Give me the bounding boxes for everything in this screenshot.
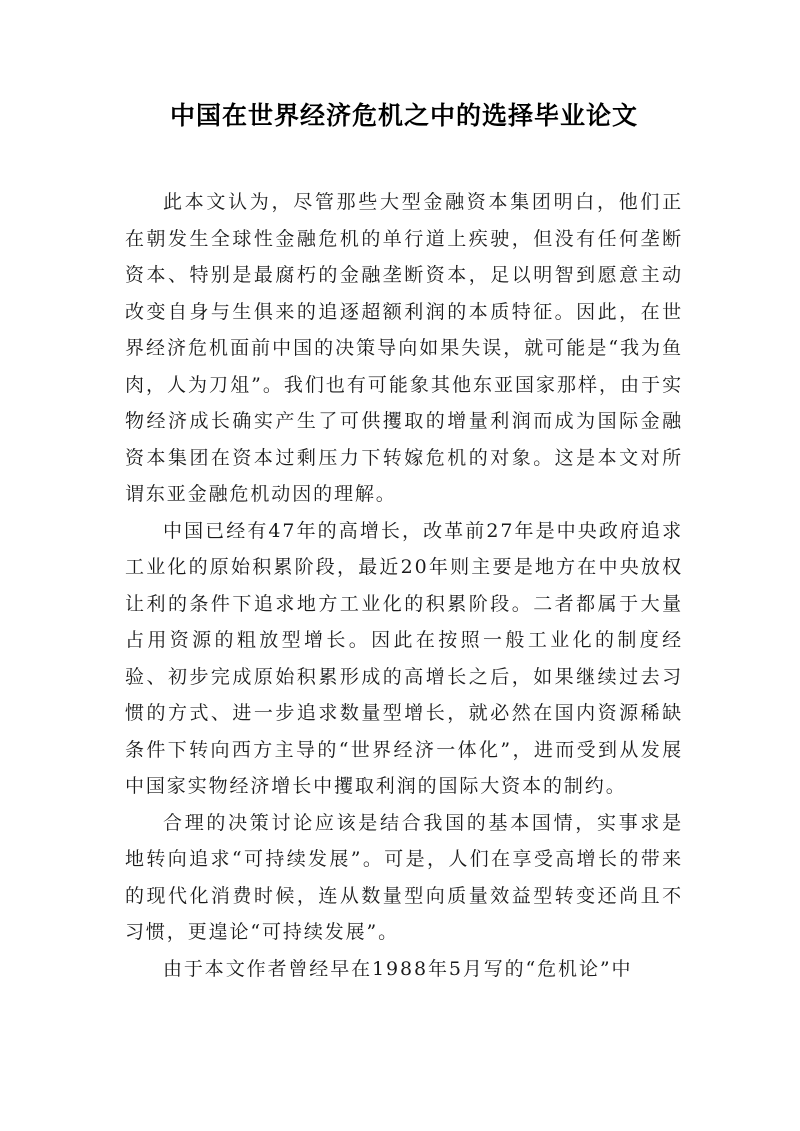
paragraph-2: 中国已经有47年的高增长，改革前27年是中央政府追求工业化的原始积累阶段，最近20年则主要是地方在中央放权让利的条件下追求地方工业化的积累阶段。二者都属于大量占用资源的粗放型增长。因此在按照一般工业化的制度经验、初步完成原始积累形成的高增长之后，如果继续过去习惯的方式、进一步追求数量型增长，就必然在国内资源稀缺条件下转向西方主导的“世界经济一体化”，进而受到从发展中国家实物经济增长中攫取利润的国际大资本的制约。 [125, 519, 683, 797]
document-body [125, 184, 683, 987]
paragraph-1: 此本文认为，尽管那些大型金融资本集团明白，他们正在朝发生全球性金融危机的单行道上疾驶，但没有任何垄断资本、特别是最腐朽的金融垄断资本，足以明智到愿意主动改变自身与生俱来的追逐超额利润的本质特征。因此，在世界经济危机面前中国的决策导向如果失误，就可能是“我为鱼肉，人为刀俎”。我们也有可能象其他东亚国家那样，由于实物经济成长确实产生了可供攫取的增量利润而成为国际金融资本集团在资本过剩压力下转嫁危机的对象。这是本文对所谓东亚金融危机动因的理解。 [125, 191, 683, 505]
paragraph-3: 合理的决策讨论应该是结合我国的基本国情，实事求是地转向追求“可持续发展”。可是，人们在享受高增长的带来的现代化消费时候，连从数量型向质量效益型转变还尚且不习惯，更遑论“可持续发展”。 [125, 811, 683, 943]
paragraph-4: 由于本文作者曾经早在1988年5月写的“危机论”中 [163, 957, 633, 980]
document-title: 中国在世界经济危机之中的选择毕业论文 [169, 101, 638, 130]
